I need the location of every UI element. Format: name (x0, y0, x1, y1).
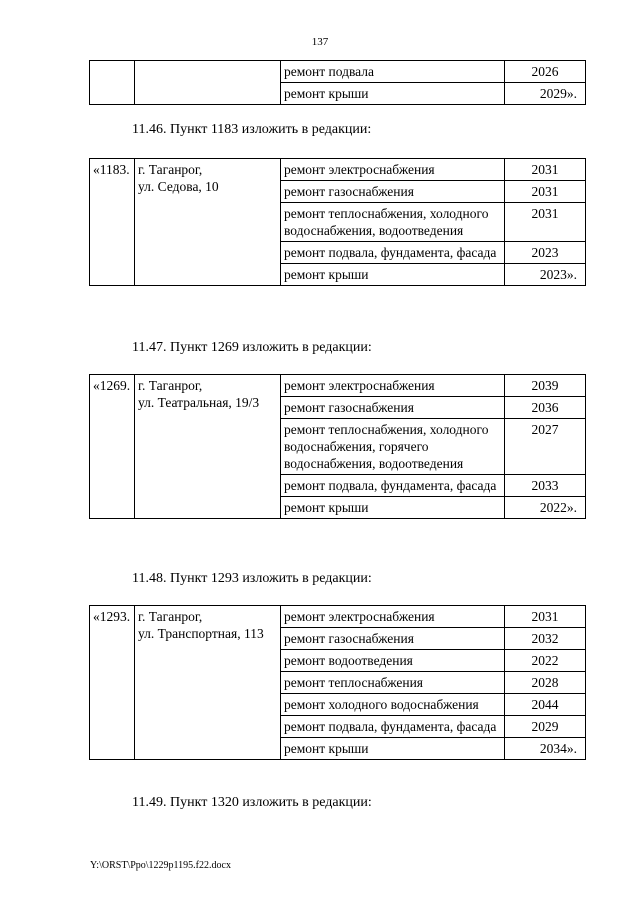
work-type-cell: ремонт теплоснабжения, холодного водоснабжения, водоотведения (281, 203, 505, 242)
paragraph-11-47: 11.47. Пункт 1269 изложить в редакции: (132, 340, 372, 355)
work-type-cell: ремонт подвала, фундамента, фасада (281, 475, 505, 497)
address-line: г. Таганрог, (138, 609, 203, 624)
year-cell: 2022». (505, 497, 586, 519)
work-type-cell: ремонт газоснабжения (281, 181, 505, 203)
work-type-cell: ремонт электроснабжения (281, 606, 505, 628)
year-cell: 2031 (505, 203, 586, 242)
year-cell: 2031 (505, 606, 586, 628)
address-line: ул. Транспортная, 113 (138, 626, 264, 641)
work-type-cell: ремонт холодного водоснабжения (281, 694, 505, 716)
table-row (90, 606, 586, 628)
year-cell: 2029 (505, 716, 586, 738)
year-cell: 2023 (505, 242, 586, 264)
address-cell (135, 375, 281, 519)
work-type-cell: ремонт крыши (281, 83, 505, 105)
work-type-cell: ремонт газоснабжения (281, 397, 505, 419)
table-item-1183 (89, 158, 586, 286)
address-cell (135, 159, 281, 286)
footer-file-path: Y:\ORST\Ppo\1229p1195.f22.docx (90, 860, 231, 871)
paragraph-11-46: 11.46. Пункт 1183 изложить в редакции: (132, 122, 372, 137)
year-cell: 2031 (505, 159, 586, 181)
paragraph-11-48: 11.48. Пункт 1293 изложить в редакции: (132, 571, 372, 586)
table-row (90, 159, 586, 181)
work-type-cell: ремонт электроснабжения (281, 159, 505, 181)
work-type-cell: ремонт подвала, фундамента, фасада (281, 242, 505, 264)
address-line: г. Таганрог, (138, 378, 203, 393)
table-continuation (89, 60, 586, 105)
year-cell: 2044 (505, 694, 586, 716)
year-cell: 2034». (505, 738, 586, 760)
year-cell: 2022 (505, 650, 586, 672)
table-item-1269 (89, 374, 586, 519)
work-type-cell: ремонт теплоснабжения, холодного водоснабжения, горячего водоснабжения, водоотведения (281, 419, 505, 475)
work-type-cell: ремонт водоотведения (281, 650, 505, 672)
year-cell: 2027 (505, 419, 586, 475)
address-cell (135, 61, 281, 105)
year-cell: 2039 (505, 375, 586, 397)
address-line: г. Таганрог, (138, 162, 203, 177)
table-item-1293 (89, 605, 586, 760)
table-row (90, 61, 586, 83)
year-cell: 2028 (505, 672, 586, 694)
year-cell: 2029». (505, 83, 586, 105)
work-type-cell: ремонт крыши (281, 738, 505, 760)
year-cell: 2031 (505, 181, 586, 203)
address-line: ул. Седова, 10 (138, 179, 219, 194)
address-line: ул. Театральная, 19/3 (138, 395, 260, 410)
table-row (90, 375, 586, 397)
year-cell: 2032 (505, 628, 586, 650)
paragraph-11-49: 11.49. Пункт 1320 изложить в редакции: (132, 795, 372, 810)
work-type-cell: ремонт теплоснабжения (281, 672, 505, 694)
work-type-cell: ремонт подвала (281, 61, 505, 83)
work-type-cell: ремонт крыши (281, 264, 505, 286)
year-cell: 2036 (505, 397, 586, 419)
year-cell: 2033 (505, 475, 586, 497)
item-number-cell (90, 61, 135, 105)
item-number-cell: «1293. (90, 606, 135, 760)
page-number: 137 (311, 36, 329, 48)
work-type-cell: ремонт электроснабжения (281, 375, 505, 397)
item-number-cell: «1269. (90, 375, 135, 519)
year-cell: 2026 (505, 61, 586, 83)
work-type-cell: ремонт газоснабжения (281, 628, 505, 650)
work-type-cell: ремонт подвала, фундамента, фасада (281, 716, 505, 738)
item-number-cell: «1183. (90, 159, 135, 286)
address-cell (135, 606, 281, 760)
work-type-cell: ремонт крыши (281, 497, 505, 519)
year-cell: 2023». (505, 264, 586, 286)
